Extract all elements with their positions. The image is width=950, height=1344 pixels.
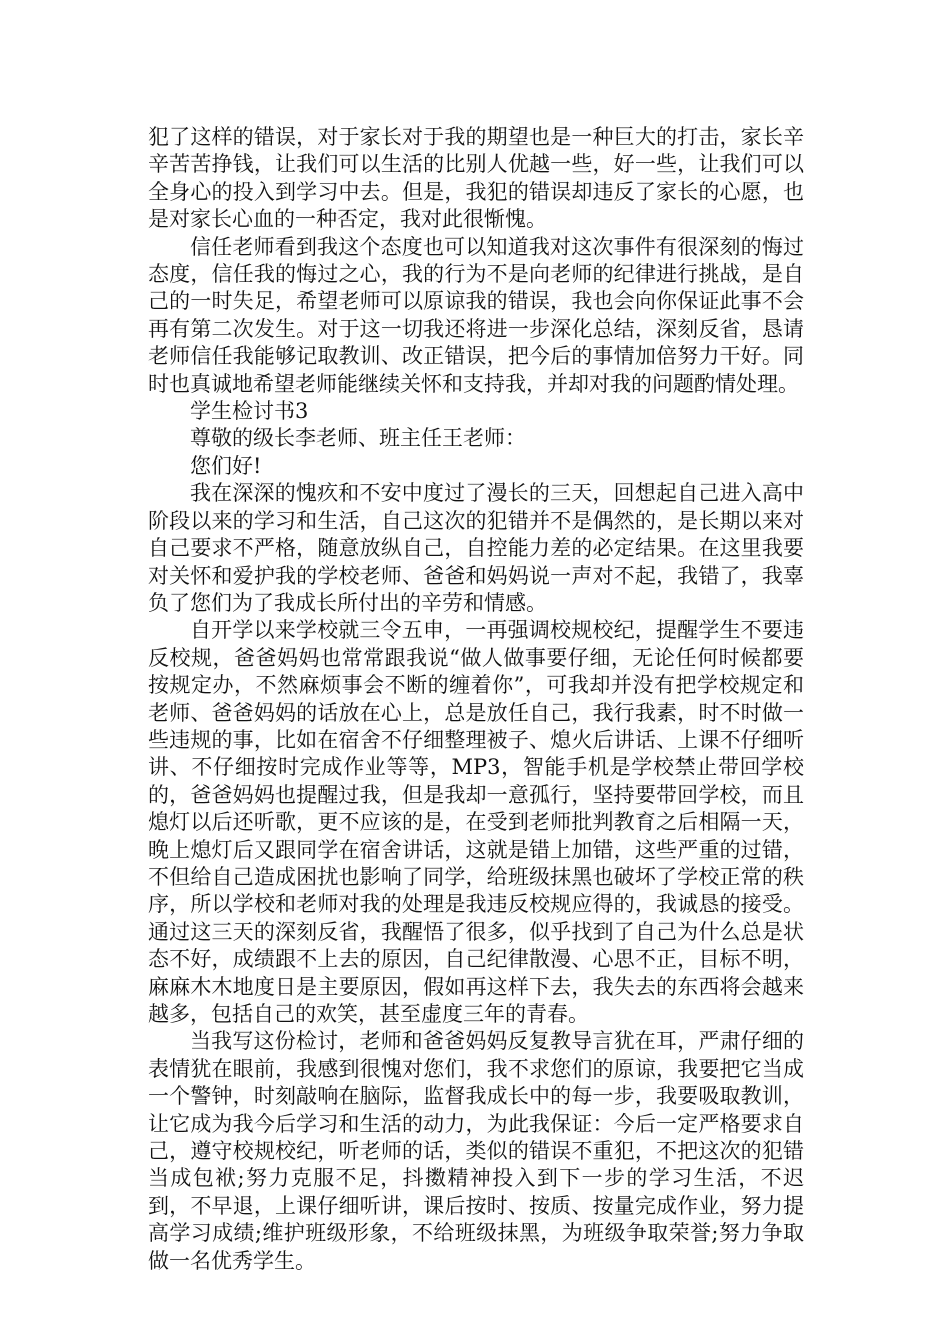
paragraph-trust: 信任老师看到我这个态度也可以知道我对这次事件有很深刻的悔过态度，信任我的悔过之心，我的行为不是向老师的纪律进行挑战，是自己的一时失足，希望老师可以原谅我的错误，我也会向你保证此事不会再有第二次发生。对于这一切我还将进一步深化总结，深刻反省，恳请老师信任我能够记取教训、改正错误，把今后的事情加倍努力干好。同时也真诚地希望老师能继续关怀和支持我，并却对我的问题酌情处理。 bbox=[148, 234, 804, 396]
salutation: 尊敬的级长李老师、班主任王老师： bbox=[190, 426, 526, 451]
section-title: 学生检讨书3 bbox=[190, 399, 309, 424]
paragraph-continuation: 犯了这样的错误，对于家长对于我的期望也是一种巨大的打击，家长辛辛苦苦挣钱，让我们可以生活的比别人优越一些，好一些，让我们可以全身心的投入到学习中去。但是，我犯的错误却违反了家长的心愿，也是对家长心血的一种否定，我对此很惭愧。 bbox=[148, 125, 804, 232]
paragraph-violations: 自开学以来学校就三令五申，一再强调校规校纪，提醒学生不要违反校规，爸爸妈妈也常常跟我说“做人做事要仔细，无论任何时候都要按规定办，不然麻烦事会不断的缠着你”，可我却并没有把学校规定和老师、爸爸妈妈的话放在心上，总是放任自己，我行我素，时不时做一些违规的事，比如在宿舍不仔细整理被子、熄火后讲话、上课不仔细听讲、不仔细按时完成作业等等，MP3，智能手机是学校禁止带回学校的，爸爸妈妈也提醒过我，但是我却一意孤行，坚持要带回学校，而且熄灯以后还听歌，更不应该的是，在受到老师批判教育之后相隔一天，晚上熄灯后又跟同学在宿舍讲话，这就是错上加错，这些严重的过错，不但给自己造成困扰也影响了同学，给班级抹黑也破坏了学校正常的秩序，所以学校和老师对我的处理是我违反校规应得的，我诚恳的接受。通过这三天的深刻反省，我醒悟了很多，似乎找到了自己为什么总是状态不好，成绩跟不上去的原因，自己纪律散漫、心思不正，目标不明，麻麻木木地度日是主要原因，假如再这样下去，我失去的东西将会越来越多，包括自己的欢笑，甚至虚度三年的青春。 bbox=[148, 618, 804, 1026]
paragraph-reflection: 我在深深的愧疚和不安中度过了漫长的三天，回想起自己进入高中阶段以来的学习和生活，自己这次的犯错并不是偶然的，是长期以来对自己要求不严格，随意放纵自己，自控能力差的必定结果。在这里我要对关怀和爱护我的学校老师、爸爸和妈妈说一声对不起，我错了，我辜负了您们为了我成长所付出的辛劳和情感。 bbox=[148, 481, 804, 615]
paragraph-pledge: 当我写这份检讨，老师和爸爸妈妈反复教导言犹在耳，严肃仔细的表情犹在眼前，我感到很愧对您们，我不求您们的原谅，我要把它当成一个警钟，时刻敲响在脑际，监督我成长中的每一步，我要吸取教训，让它成为我今后学习和生活的动力，为此我保证：今后一定严格要求自己，遵守校规校纪，听老师的话，类似的错误不重犯，不把这次的犯错当成包袱;努力克服不足，抖擞精神投入到下一步的学习生活，不迟到，不早退，上课仔细听讲，课后按时、按质、按量完成作业，努力提高学习成绩;维护班级形象，不给班级抹黑，为班级争取荣誉;努力争取做一名优秀学生。 bbox=[148, 1029, 804, 1273]
document-body bbox=[148, 124, 804, 1275]
greeting: 您们好! bbox=[190, 453, 262, 478]
